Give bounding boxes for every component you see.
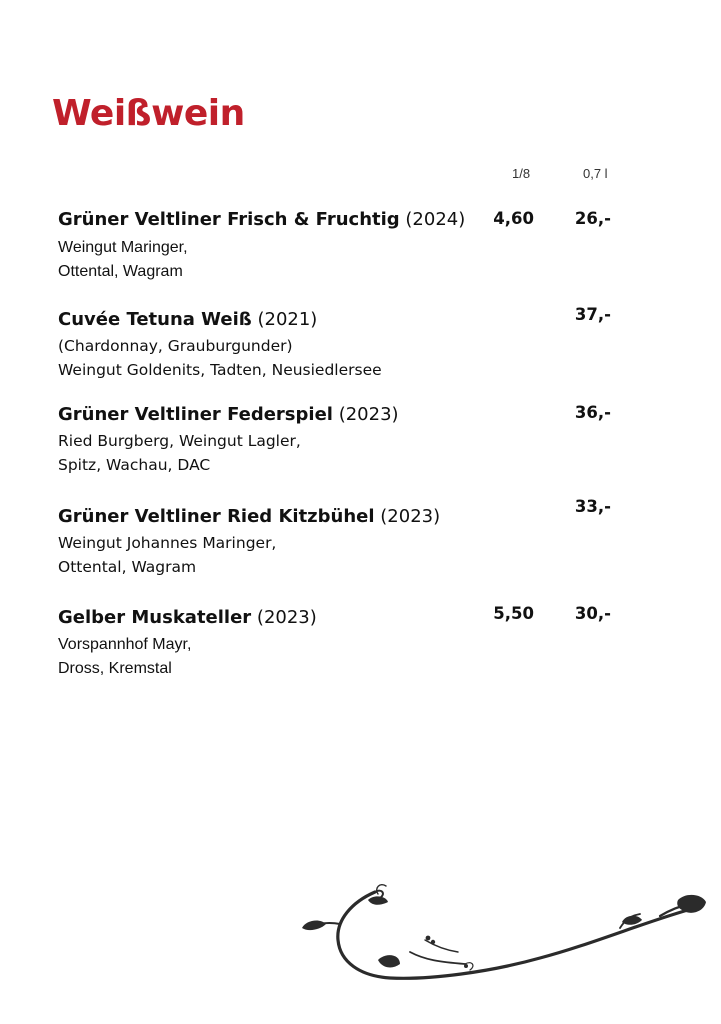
glass-price: 4,60 <box>493 209 534 228</box>
bottle-price: 30,- <box>574 604 611 623</box>
bottle-price: 36,- <box>574 403 611 422</box>
wine-item <box>58 209 488 284</box>
wine-detail: Dross, Kremstal <box>58 660 172 677</box>
bottle-price: 33,- <box>574 497 611 516</box>
wine-name-line <box>58 309 488 331</box>
wine-year: (2021) <box>257 309 318 330</box>
wine-name: Grüner Veltliner Frisch & Fruchtig <box>58 209 400 230</box>
wine-name: Gelber Muskateller <box>58 607 252 628</box>
wine-name: Cuvée Tetuna Weiß <box>58 309 252 330</box>
wine-name: Grüner Veltliner Federspiel <box>58 404 333 425</box>
page-title: Weißwein <box>52 93 245 134</box>
wine-detail: Ottental, Wagram <box>58 263 183 280</box>
wine-name-line <box>58 209 488 231</box>
wine-item <box>58 607 488 681</box>
wine-year: (2023) <box>256 607 317 628</box>
wine-year: (2023) <box>380 506 441 527</box>
wine-detail: Weingut Johannes Maringer, <box>58 534 277 552</box>
wine-detail: Spitz, Wachau, DAC <box>58 456 211 474</box>
glass-price: 5,50 <box>493 604 534 623</box>
column-header-glass: 1/8 <box>512 166 531 181</box>
wine-detail: (Chardonnay, Grauburgunder) <box>58 337 293 355</box>
wine-name-line <box>58 404 488 426</box>
wine-name-line <box>58 607 488 629</box>
wine-detail: Ottental, Wagram <box>58 558 197 576</box>
wine-year: (2023) <box>338 404 399 425</box>
grapevine-illustration-icon <box>290 880 710 990</box>
wine-item <box>58 404 488 477</box>
wine-detail: Weingut Maringer, <box>58 239 188 256</box>
wine-detail: Vorspannhof Mayr, <box>58 636 192 653</box>
wine-name-line <box>58 506 488 528</box>
wine-year: (2024) <box>405 209 466 230</box>
wine-item <box>58 506 488 579</box>
wine-detail: Ried Burgberg, Weingut Lagler, <box>58 432 301 450</box>
bottle-price: 26,- <box>574 209 611 228</box>
bottle-price: 37,- <box>574 305 611 324</box>
wine-item <box>58 309 488 382</box>
wine-name: Grüner Veltliner Ried Kitzbühel <box>58 506 375 527</box>
wine-detail: Weingut Goldenits, Tadten, Neusiedlersee <box>58 361 382 379</box>
column-header-bottle: 0,7 l <box>583 166 608 181</box>
